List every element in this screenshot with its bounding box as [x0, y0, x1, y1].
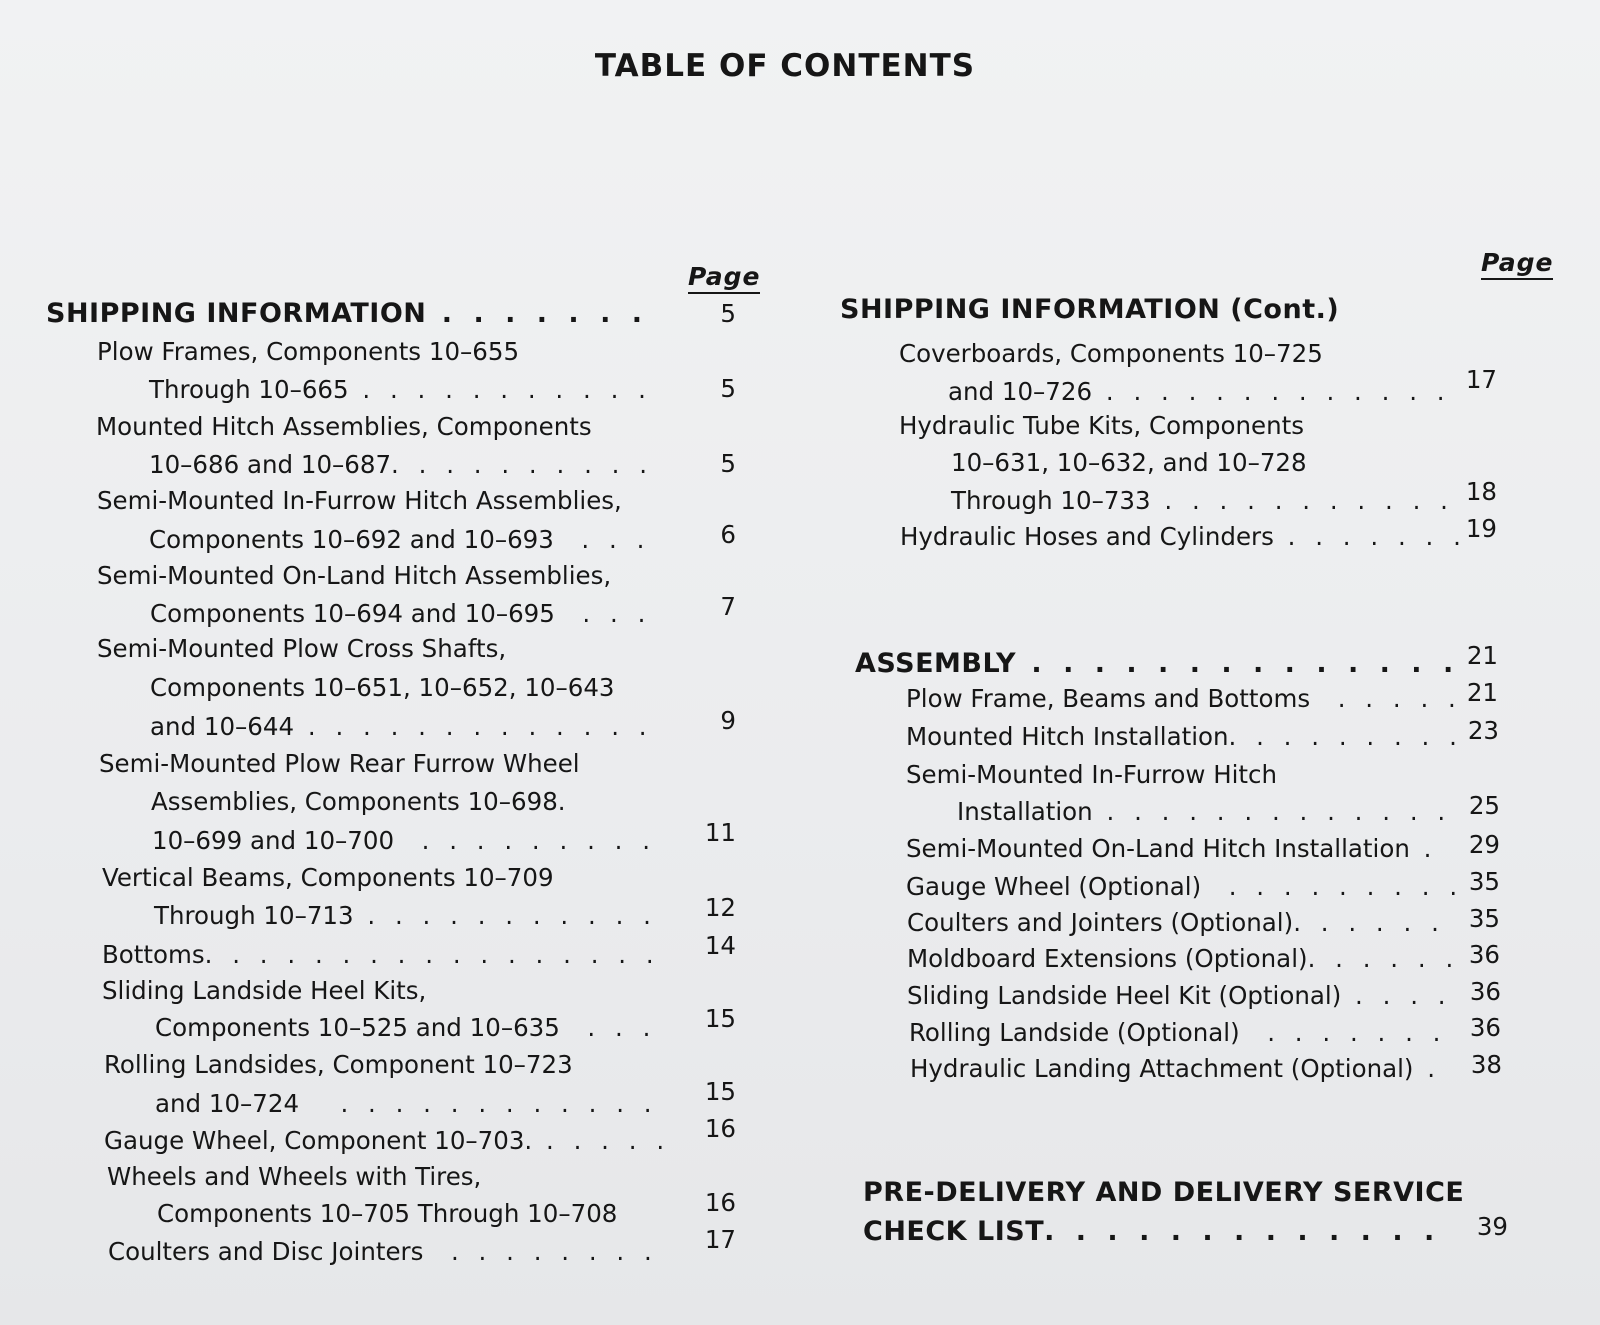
right-entry — [900, 522, 1467, 552]
left-entry — [107, 1162, 481, 1192]
toc-entry-title: Components 10–651, 10–652, 10–643 — [150, 673, 615, 702]
toc-entry-title: Mounted Hitch Installation — [906, 722, 1229, 751]
toc-page-number: 11 — [704, 818, 736, 847]
toc-entry-title: Plow Frames, Components 10–655 — [97, 337, 520, 366]
toc-dot-leader: . . . . . . . . — [423, 1237, 658, 1266]
right-entry — [907, 944, 1459, 974]
toc-entry-title: Mounted Hitch Assemblies, Components — [96, 412, 592, 441]
toc-page-number: 5 — [720, 299, 736, 328]
toc-entry-title: SHIPPING INFORMATION (Cont.) — [840, 294, 1340, 325]
toc-entry-title: Hydraulic Landing Attachment (Optional) — [910, 1054, 1414, 1083]
toc-entry-title: Semi-Mounted In-Furrow Hitch — [906, 760, 1278, 789]
toc-dot-leader: . . . — [554, 599, 652, 628]
toc-page-number: 35 — [1468, 904, 1500, 933]
right-entry — [909, 1018, 1446, 1048]
left-entry — [152, 826, 656, 856]
left-entry — [155, 1089, 658, 1119]
page-title: TABLE OF CONTENTS — [594, 48, 976, 84]
right-entry — [840, 295, 1339, 325]
toc-entry-title: Hydraulic Tube Kits, Components — [899, 411, 1304, 440]
toc-page-number: 16 — [704, 1114, 736, 1143]
left-entry — [97, 634, 506, 664]
toc-entry-title: Sliding Landside Heel Kits, — [102, 976, 427, 1005]
toc-entry-title: Gauge Wheel (Optional) — [906, 872, 1202, 901]
left-entry — [154, 901, 657, 931]
toc-dot-leader: . — [1409, 834, 1438, 863]
toc-entry-title: and 10–644 — [150, 712, 295, 741]
toc-entry-title: Coulters and Jointers (Optional) — [907, 908, 1294, 937]
left-entry — [97, 486, 622, 516]
toc-entry-title: Components 10–694 and 10–695 — [150, 599, 555, 628]
toc-entry-title: Moldboard Extensions (Optional) — [907, 944, 1308, 973]
toc-entry-title: Through 10–713 — [154, 901, 354, 930]
toc-dot-leader: . . . . . — [1310, 684, 1462, 713]
left-entry — [155, 1013, 656, 1043]
left-entry — [150, 712, 653, 742]
toc-entry-title: Sliding Landside Heel Kit (Optional) — [907, 981, 1342, 1010]
toc-entry-title: Components 10–692 and 10–693 — [149, 525, 554, 554]
toc-dot-leader: . . . . . . . . . . . . . — [1092, 377, 1451, 406]
toc-page-number: 5 — [720, 374, 736, 403]
toc-page-number: 18 — [1465, 477, 1497, 506]
right-entry — [899, 411, 1304, 441]
toc-page-number: 17 — [704, 1225, 736, 1254]
right-entry — [951, 486, 1454, 516]
left-entry — [104, 1050, 573, 1080]
toc-dot-leader: . . . . . . . — [1273, 522, 1467, 551]
right-entry — [951, 448, 1307, 478]
toc-dot-leader: . . . — [559, 1013, 657, 1042]
toc-dot-leader: . . . . . . . . . . . . . . . . . — [204, 940, 660, 969]
toc-page-number: 17 — [1465, 365, 1497, 394]
toc-entry-title: and 10–724 — [155, 1089, 300, 1118]
toc-dot-leader: . . . . . . . . . . . . . — [1044, 1216, 1441, 1247]
toc-dot-leader: . . . . . . . . . — [1201, 872, 1464, 901]
toc-dot-leader: . . . . . . . . . . . — [353, 901, 657, 930]
toc-dot-leader: . . . . . . . . . . — [391, 450, 654, 479]
right-entry — [906, 872, 1463, 902]
left-entry — [96, 412, 592, 442]
toc-dot-leader: . . . . . . . — [426, 298, 648, 329]
toc-entry-title: 10–699 and 10–700 — [152, 826, 395, 855]
toc-page-number: 29 — [1468, 830, 1500, 859]
left-entry — [108, 1237, 658, 1267]
right-entry — [855, 649, 1459, 679]
toc-entry-title: Semi-Mounted In-Furrow Hitch Assemblies, — [97, 486, 622, 515]
toc-entry-title: and 10–726 — [948, 377, 1093, 406]
toc-page-number: 36 — [1469, 977, 1501, 1006]
right-entry — [863, 1178, 1464, 1208]
right-entry — [910, 1054, 1441, 1084]
toc-dot-leader: . . . . . . . . . . . — [348, 375, 652, 404]
toc-page-number: 16 — [704, 1188, 736, 1217]
toc-entry-title: Semi-Mounted Plow Cross Shafts, — [97, 634, 507, 663]
toc-page-number: 19 — [1465, 514, 1497, 543]
right-entry — [906, 834, 1437, 864]
toc-entry-title: Through 10–665 — [149, 375, 349, 404]
left-entry — [149, 525, 650, 555]
toc-dot-leader: . . . . . — [532, 1126, 671, 1155]
toc-page-number: 7 — [720, 592, 736, 621]
toc-dot-leader: . . . . . . . . . . . — [1150, 486, 1454, 515]
toc-dot-leader: . . . . . . . . . . . . . — [1092, 797, 1452, 826]
toc-dot-leader: . . . — [553, 525, 651, 554]
toc-page-number: 36 — [1469, 1013, 1501, 1042]
toc-entry-title: CHECK LIST — [863, 1216, 1045, 1247]
toc-entry-title: Semi-Mounted Plow Rear Furrow Wheel — [99, 749, 580, 778]
toc-entry-title: Rolling Landsides, Component 10–723 — [104, 1050, 573, 1079]
left-entry — [104, 1126, 670, 1156]
toc-page-number: 21 — [1466, 678, 1498, 707]
left-entry — [151, 787, 566, 817]
toc-dot-leader: . . . . . . . . . — [394, 826, 657, 855]
right-entry — [907, 908, 1445, 938]
toc-entry-title: Plow Frame, Beams and Bottoms — [906, 684, 1311, 713]
toc-entry-title: Through 10–733 — [951, 486, 1151, 515]
toc-dot-leader: . . . . . . . . . . . . . — [294, 712, 653, 741]
toc-dot-leader: . — [1413, 1054, 1442, 1083]
toc-entry-title: Installation — [957, 797, 1093, 826]
toc-page-number: 6 — [720, 520, 736, 549]
left-entry — [150, 599, 651, 629]
left-entry — [46, 299, 648, 329]
left-entry — [149, 375, 652, 405]
toc-page-number: 9 — [720, 706, 736, 735]
toc-entry-title: Components 10–525 and 10–635 — [155, 1013, 560, 1042]
left-entry — [102, 976, 426, 1006]
toc-dot-leader: . . . . . . . . . . . . . . — [1016, 648, 1460, 679]
toc-dot-leader: . . . . . . . . . . . . — [299, 1089, 658, 1118]
toc-page-number: 39 — [1476, 1212, 1508, 1241]
left-entry — [102, 863, 554, 893]
right-entry — [906, 722, 1463, 752]
toc-entry-title: Assemblies, Components 10–698. — [151, 787, 566, 816]
toc-entry-title: Wheels and Wheels with Tires, — [107, 1162, 482, 1191]
toc-page-number: 23 — [1467, 716, 1499, 745]
toc-page-number: 21 — [1466, 641, 1498, 670]
left-entry — [149, 450, 653, 480]
toc-entry-title: 10–631, 10–632, and 10–728 — [951, 448, 1307, 477]
right-entry — [906, 684, 1462, 714]
toc-page-number: 25 — [1468, 791, 1500, 820]
toc-entry-title: Semi-Mounted On-Land Hitch Installation — [906, 834, 1410, 863]
toc-entry-title: Hydraulic Hoses and Cylinders — [900, 522, 1274, 551]
toc-entry-title: Semi-Mounted On-Land Hitch Assemblies, — [97, 561, 612, 590]
toc-entry-title: Vertical Beams, Components 10–709 — [102, 863, 554, 892]
left-entry — [97, 337, 519, 367]
toc-entry-title: SHIPPING INFORMATION — [46, 298, 427, 329]
right-entry — [906, 760, 1277, 790]
left-entry — [99, 749, 580, 779]
left-entry — [97, 561, 611, 591]
toc-entry-title: Bottoms — [102, 940, 205, 969]
toc-entry-title: PRE-DELIVERY AND DELIVERY SERVICE — [863, 1177, 1465, 1208]
toc-dot-leader: . . . . . . . — [1239, 1018, 1447, 1047]
toc-page-number: 12 — [704, 893, 736, 922]
toc-entry-title: 10–686 and 10–687 — [149, 450, 392, 479]
toc-page-number: 36 — [1468, 940, 1500, 969]
right-entry — [957, 797, 1451, 827]
right-entry — [948, 377, 1451, 407]
left-entry — [150, 673, 615, 703]
toc-dot-leader: . . . . — [1341, 981, 1452, 1010]
toc-entry-title: Coulters and Disc Jointers — [108, 1237, 424, 1266]
toc-page-number: 38 — [1470, 1050, 1502, 1079]
toc-entry-title: Gauge Wheel, Component 10–703. — [104, 1126, 533, 1155]
toc-dot-leader: . . . . . . . . . — [1228, 722, 1463, 751]
left-entry — [102, 940, 660, 970]
left-entry — [157, 1199, 617, 1229]
toc-entry-title: ASSEMBLY — [855, 648, 1017, 679]
toc-entry-title: Coverboards, Components 10–725 — [899, 339, 1323, 368]
toc-entry-title: Components 10–705 Through 10–708 — [157, 1199, 618, 1228]
toc-page-number: 15 — [704, 1077, 736, 1106]
right-entry — [907, 981, 1452, 1011]
toc-page-number: 5 — [720, 449, 736, 478]
page-column-header-right: Page — [1481, 248, 1553, 280]
toc-page-number: 35 — [1468, 867, 1500, 896]
toc-entry-title: Rolling Landside (Optional) — [909, 1018, 1240, 1047]
right-entry — [899, 339, 1323, 369]
toc-page-number: 14 — [704, 931, 736, 960]
page-column-header-left: Page — [688, 262, 760, 294]
right-entry — [863, 1217, 1440, 1247]
toc-dot-leader: . . . . . . — [1293, 908, 1445, 937]
toc-page-number: 15 — [704, 1004, 736, 1033]
toc-dot-leader: . . . . . . — [1307, 944, 1460, 973]
